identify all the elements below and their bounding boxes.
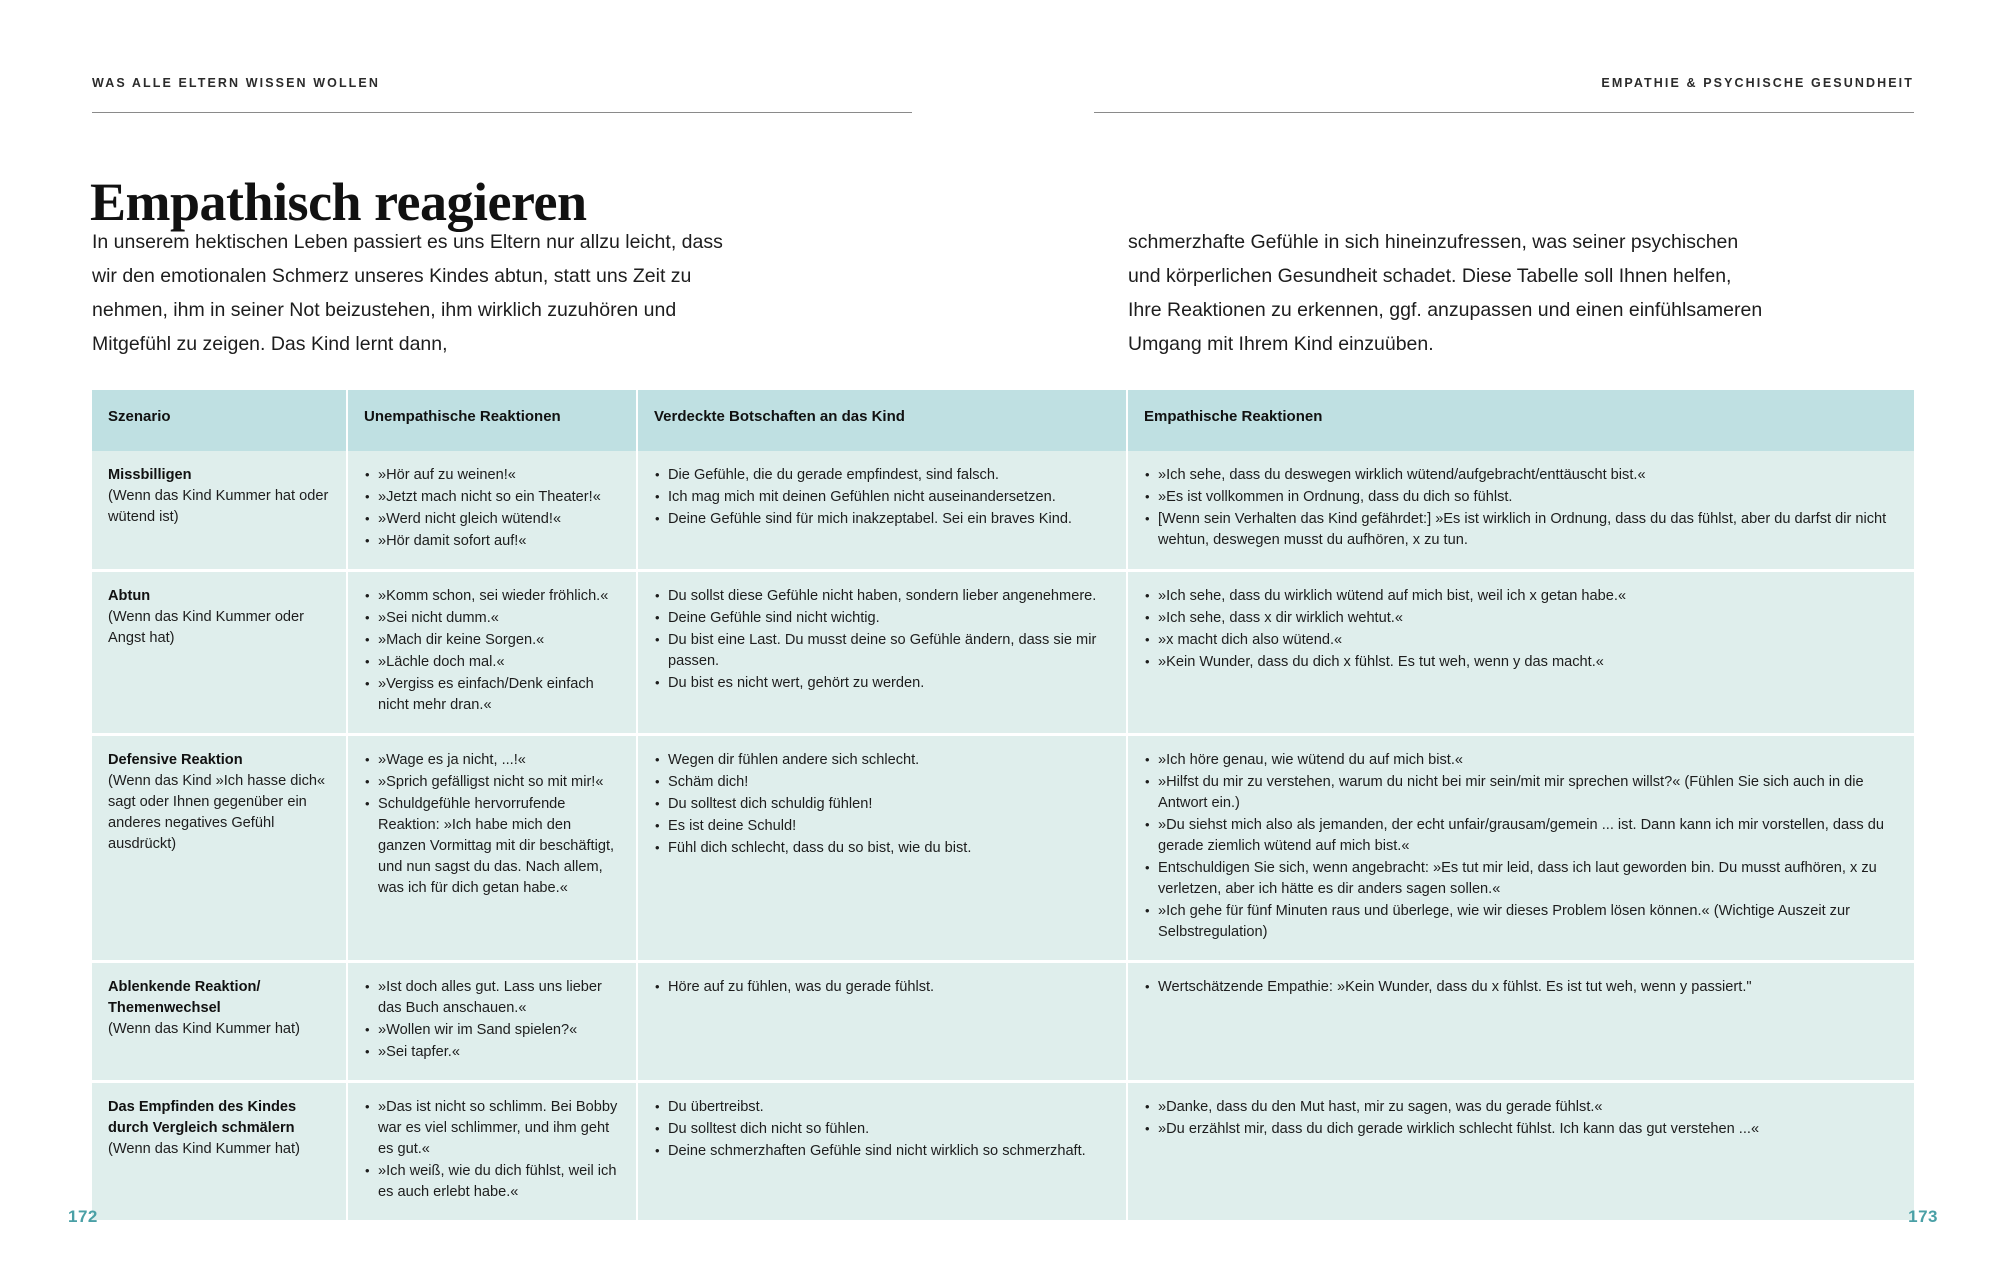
cell-unempathische-reaktionen [347, 571, 637, 735]
list-item: • »Hilfst du mir zu verstehen, warum du nicht bei mir sein/mit mir sprechen willst?« (Fühlen Sie sich auch in die Antwort ein.) [1144, 772, 1898, 814]
list-item: • Deine schmerzhaften Gefühle sind nicht wirklich so schmerzhaft. [654, 1141, 1110, 1162]
list-item: • Deine Gefühle sind nicht wichtig. [654, 608, 1110, 629]
list-item: • »Wollen wir im Sand spielen?« [364, 1020, 620, 1041]
scenario-subtitle: (Wenn das Kind Kummer hat) [108, 1021, 300, 1037]
list-item: • Du übertreibst. [654, 1097, 1110, 1118]
list-item: • »Ich weiß, wie du dich fühlst, weil ich es auch erlebt habe.« [364, 1161, 620, 1203]
list-item: • »Sprich gefälligst nicht so mit mir!« [364, 772, 620, 793]
scenario-title: Abtun [108, 588, 151, 604]
column-header-empathisch: Empathische Reaktionen [1127, 390, 1914, 451]
table-row [92, 962, 1914, 1082]
list-item: • Du sollst diese Gefühle nicht haben, sondern lieber angenehmere. [654, 586, 1110, 607]
list-item: • »x macht dich also wütend.« [1144, 630, 1898, 651]
bullet-list [364, 586, 620, 716]
intro-text-right: schmerzhafte Gefühle in sich hineinzufressen, was seiner psychischen und körperlichen Gesundheit schadet. Diese Tabelle soll Ihnen helfen, Ihre Reaktionen zu erkennen, ggf. anzupassen und einen einfühlsameren Umgang mit Ihrem Kind einzuüben. [1128, 231, 1763, 355]
list-item: • »Werd nicht gleich wütend!« [364, 509, 620, 530]
list-item: • »Ich höre genau, wie wütend du auf mich bist.« [1144, 750, 1898, 771]
list-item: • »Hör damit sofort auf!« [364, 531, 620, 552]
list-item: • Es ist deine Schuld! [654, 816, 1110, 837]
list-item: • »Jetzt mach nicht so ein Theater!« [364, 487, 620, 508]
cell-szenario [92, 1082, 347, 1221]
cell-szenario [92, 735, 347, 962]
table-header [92, 390, 1914, 451]
cell-empathische-reaktionen [1127, 451, 1914, 571]
list-item: • »Ich gehe für fünf Minuten raus und überlege, wie wir dieses Problem lösen können.« (Wichtige Auszeit zur Selbstregulation) [1144, 901, 1898, 943]
intro-column-left [92, 225, 732, 361]
list-item: • »Sei tapfer.« [364, 1042, 620, 1063]
cell-empathische-reaktionen [1127, 735, 1914, 962]
list-item: • Du bist es nicht wert, gehört zu werden. [654, 673, 1110, 694]
list-item: • »Ich sehe, dass x dir wirklich wehtut.« [1144, 608, 1898, 629]
list-item: • Die Gefühle, die du gerade empfindest, sind falsch. [654, 465, 1110, 486]
scenario-subtitle: (Wenn das Kind Kummer hat oder wütend ist) [108, 488, 329, 525]
list-item: • Du bist eine Last. Du musst deine so Gefühle ändern, dass sie mir passen. [654, 630, 1110, 672]
list-item: • »Ich sehe, dass du deswegen wirklich wütend/aufgebracht/enttäuscht bist.« [1144, 465, 1898, 486]
intro-text-left: In unserem hektischen Leben passiert es uns Eltern nur allzu leicht, dass wir den emotionalen Schmerz unseres Kindes abtun, statt uns Zeit zu nehmen, ihm in seiner Not beizustehen, ihm wirklich zuzuhören und Mitgefühl zu zeigen. Das Kind lernt dann, [92, 231, 723, 355]
running-head-right: EMPATHIE & PSYCHISCHE GESUNDHEIT [1601, 76, 1914, 90]
empathy-table-container [92, 390, 1914, 1220]
cell-unempathische-reaktionen [347, 962, 637, 1082]
bullet-list [654, 1097, 1110, 1162]
list-item: • Schuldgefühle hervorrufende Reaktion: »Ich habe mich den ganzen Vormittag mit dir beschäftigt, und nun sagst du das. Nach allem, was ich für dich getan habe.« [364, 794, 620, 899]
page-number-right: 173 [1908, 1207, 1938, 1226]
scenario-title: Missbilligen [108, 467, 192, 483]
bullet-list [654, 750, 1110, 859]
cell-unempathische-reaktionen [347, 735, 637, 962]
list-item: • »Es ist vollkommen in Ordnung, dass du dich so fühlst. [1144, 487, 1898, 508]
list-item: • Höre auf zu fühlen, was du gerade fühlst. [654, 977, 1110, 998]
list-item: • »Sei nicht dumm.« [364, 608, 620, 629]
cell-unempathische-reaktionen [347, 451, 637, 571]
list-item: • »Komm schon, sei wieder fröhlich.« [364, 586, 620, 607]
table-body [92, 451, 1914, 1220]
page-title: Empathisch reagieren [90, 172, 587, 233]
table-header-row [92, 390, 1914, 451]
scenario-title: Ablenkende Reaktion/ Themenwechsel [108, 979, 261, 1016]
scenario-subtitle: (Wenn das Kind »Ich hasse dich« sagt oder Ihnen gegenüber ein anderes negatives Gefühl ausdrückt) [108, 773, 326, 852]
bullet-list [364, 750, 620, 899]
list-item: • Du solltest dich schuldig fühlen! [654, 794, 1110, 815]
list-item: • »Vergiss es einfach/Denk einfach nicht mehr dran.« [364, 674, 620, 716]
cell-verdeckte-botschaften [637, 962, 1127, 1082]
list-item: • »Danke, dass du den Mut hast, mir zu sagen, was du gerade fühlst.« [1144, 1097, 1898, 1118]
header-rule-right [1094, 112, 1914, 113]
cell-verdeckte-botschaften [637, 1082, 1127, 1221]
table-row [92, 571, 1914, 735]
bullet-list [364, 465, 620, 552]
list-item: • Wertschätzende Empathie: »Kein Wunder, dass du x fühlst. Es ist tut weh, wenn y passiert." [1144, 977, 1898, 998]
page-number-left: 172 [68, 1207, 98, 1226]
scenario-subtitle: (Wenn das Kind Kummer hat) [108, 1141, 300, 1157]
intro-column-right [1128, 225, 1768, 361]
bullet-list [654, 465, 1110, 530]
cell-unempathische-reaktionen [347, 1082, 637, 1221]
list-item: • Fühl dich schlecht, dass du so bist, wie du bist. [654, 838, 1110, 859]
scenario-subtitle: (Wenn das Kind Kummer oder Angst hat) [108, 609, 305, 646]
list-item: • Du solltest dich nicht so fühlen. [654, 1119, 1110, 1140]
cell-verdeckte-botschaften [637, 735, 1127, 962]
column-header-unempathisch: Unempathische Reaktionen [347, 390, 637, 451]
bullet-list [364, 977, 620, 1063]
table-row [92, 735, 1914, 962]
list-item: • [Wenn sein Verhalten das Kind gefährdet:] »Es ist wirklich in Ordnung, dass du das fühlst, aber du darfst dir nicht wehtun, deswegen musst du aufhören, x zu tun. [1144, 509, 1898, 551]
list-item: • »Lächle doch mal.« [364, 652, 620, 673]
header-rule-left [92, 112, 912, 113]
scenario-title: Defensive Reaktion [108, 752, 243, 768]
empathy-table [92, 390, 1914, 1220]
list-item: • »Ich sehe, dass du wirklich wütend auf mich bist, weil ich x getan habe.« [1144, 586, 1898, 607]
list-item: • »Mach dir keine Sorgen.« [364, 630, 620, 651]
list-item: • Entschuldigen Sie sich, wenn angebracht: »Es tut mir leid, dass ich laut geworden bin. Du musst aufhören, x zu verletzen, aber ich hätte es dir anders sagen sollen.« [1144, 858, 1898, 900]
scenario-title: Das Empfinden des Kindes durch Vergleich schmälern [108, 1099, 297, 1136]
cell-empathische-reaktionen [1127, 962, 1914, 1082]
bullet-list [654, 586, 1110, 694]
cell-verdeckte-botschaften [637, 571, 1127, 735]
column-header-verdeckt: Verdeckte Botschaften an das Kind [637, 390, 1127, 451]
list-item: • »Kein Wunder, dass du dich x fühlst. Es tut weh, wenn y das macht.« [1144, 652, 1898, 673]
cell-empathische-reaktionen [1127, 1082, 1914, 1221]
cell-szenario [92, 451, 347, 571]
cell-szenario [92, 962, 347, 1082]
cell-szenario [92, 571, 347, 735]
list-item: • Ich mag mich mit deinen Gefühlen nicht auseinandersetzen. [654, 487, 1110, 508]
column-header-szenario: Szenario [92, 390, 347, 451]
list-item: • »Wage es ja nicht, ...!« [364, 750, 620, 771]
list-item: • »Hör auf zu weinen!« [364, 465, 620, 486]
table-row [92, 1082, 1914, 1221]
list-item: • »Das ist nicht so schlimm. Bei Bobby war es viel schlimmer, und ihm geht es gut.« [364, 1097, 620, 1160]
bullet-list [654, 977, 1110, 998]
running-head-left: WAS ALLE ELTERN WISSEN WOLLEN [92, 76, 380, 90]
cell-empathische-reaktionen [1127, 571, 1914, 735]
list-item: • Deine Gefühle sind für mich inakzeptabel. Sei ein braves Kind. [654, 509, 1110, 530]
cell-verdeckte-botschaften [637, 451, 1127, 571]
table-row [92, 451, 1914, 571]
list-item: • »Ist doch alles gut. Lass uns lieber das Buch anschauen.« [364, 977, 620, 1019]
bullet-list [1144, 586, 1898, 673]
list-item: • Schäm dich! [654, 772, 1110, 793]
bullet-list [1144, 977, 1898, 998]
bullet-list [1144, 1097, 1898, 1140]
bullet-list [364, 1097, 620, 1203]
list-item: • »Du siehst mich also als jemanden, der echt unfair/grausam/gemein ... ist. Dann kann ich mir vorstellen, dass du gerade ziemlich wütend auf mich bist.« [1144, 815, 1898, 857]
list-item: • Wegen dir fühlen andere sich schlecht. [654, 750, 1110, 771]
bullet-list [1144, 465, 1898, 551]
bullet-list [1144, 750, 1898, 943]
list-item: • »Du erzählst mir, dass du dich gerade wirklich schlecht fühlst. Ich kann das gut verstehen ...« [1144, 1119, 1898, 1140]
